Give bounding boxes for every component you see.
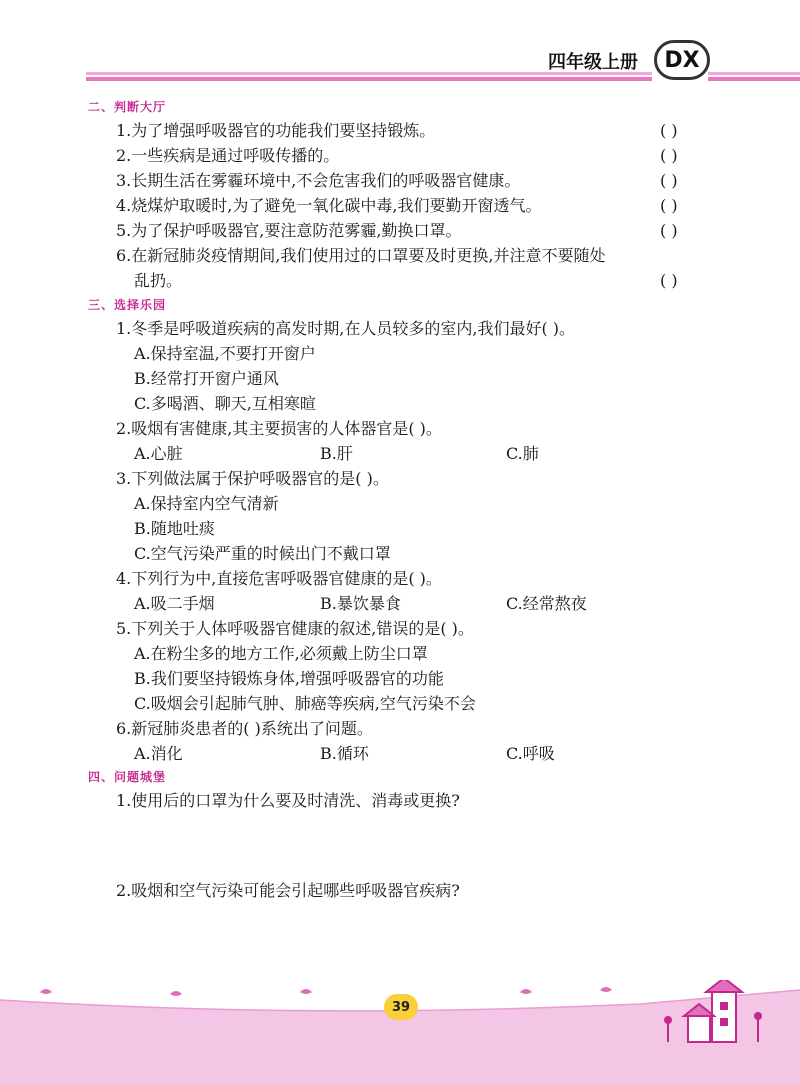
choice-option: C.空气污染严重的时候出门不戴口罩 xyxy=(134,544,391,563)
header-band-right xyxy=(708,72,800,81)
choice-option: B.随地吐痰 xyxy=(134,519,215,538)
grade-label: 四年级上册 xyxy=(548,52,638,73)
choice-q2: 2.吸烟有害健康,其主要损害的人体器官是( )。 xyxy=(116,419,442,438)
edition-badge: DX xyxy=(654,40,710,80)
judge-item-3: 3.长期生活在雾霾环境中,不会危害我们的呼吸器官健康。 xyxy=(116,171,521,190)
choice-option: A.消化 xyxy=(134,744,183,763)
choice-q5: 5.下列关于人体呼吸器官健康的叙述,错误的是( )。 xyxy=(116,619,474,638)
choice-option: B.暴饮暴食 xyxy=(320,594,401,613)
choice-option: B.循环 xyxy=(320,744,369,763)
choice-option: A.在粉尘多的地方工作,必须戴上防尘口罩 xyxy=(134,644,428,663)
choice-option: A.吸二手烟 xyxy=(134,594,215,613)
answer-blank[interactable]: ( ) xyxy=(660,171,678,190)
choice-option: C.呼吸 xyxy=(506,744,555,763)
judge-item-2: 2.一些疾病是通过呼吸传播的。 xyxy=(116,146,340,165)
choice-option: B.经常打开窗户通风 xyxy=(134,369,279,388)
choice-option: C.经常熬夜 xyxy=(506,594,587,613)
section-title-choice: 三、选择乐园 xyxy=(88,298,167,312)
choice-q4: 4.下列行为中,直接危害呼吸器官健康的是( )。 xyxy=(116,569,442,588)
question-2: 2.吸烟和空气污染可能会引起哪些呼吸器官疾病? xyxy=(116,881,460,900)
page-number: 39 xyxy=(384,994,418,1020)
choice-option: A.保持室内空气清新 xyxy=(134,494,279,513)
judge-item-1: 1.为了增强呼吸器官的功能我们要坚持锻炼。 xyxy=(116,121,436,140)
choice-option: C.吸烟会引起肺气肿、肺癌等疾病,空气污染不会 xyxy=(134,694,476,713)
choice-option: A.心脏 xyxy=(134,444,183,463)
choice-q6: 6.新冠肺炎患者的( )系统出了问题。 xyxy=(116,719,373,738)
section-title-questions: 四、问题城堡 xyxy=(88,770,167,784)
section-title-judge: 二、判断大厅 xyxy=(88,100,167,114)
answer-blank[interactable]: ( ) xyxy=(660,146,678,165)
answer-blank[interactable]: ( ) xyxy=(660,196,678,215)
choice-option: C.肺 xyxy=(506,444,539,463)
judge-item-4: 4.烧煤炉取暖时,为了避免一氧化碳中毒,我们要勤开窗透气。 xyxy=(116,196,542,215)
judge-item-5: 5.为了保护呼吸器官,要注意防范雾霾,勤换口罩。 xyxy=(116,221,462,240)
answer-blank[interactable]: ( ) xyxy=(660,221,678,240)
answer-blank[interactable]: ( ) xyxy=(660,271,678,290)
choice-option: A.保持室温,不要打开窗户 xyxy=(134,344,316,363)
judge-item-6-cont: 乱扔。 xyxy=(134,271,183,290)
question-1: 1.使用后的口罩为什么要及时清洗、消毒或更换? xyxy=(116,791,460,810)
choice-option: C.多喝酒、聊天,互相寒暄 xyxy=(134,394,316,413)
choice-option: B.肝 xyxy=(320,444,353,463)
choice-q1: 1.冬季是呼吸道疾病的高发时期,在人员较多的室内,我们最好( )。 xyxy=(116,319,576,338)
choice-option: B.我们要坚持锻炼身体,增强呼吸器官的功能 xyxy=(134,669,444,688)
answer-blank[interactable]: ( ) xyxy=(660,121,678,140)
judge-item-6: 6.在新冠肺炎疫情期间,我们使用过的口罩要及时更换,并注意不要随处 xyxy=(116,246,606,265)
choice-q3: 3.下列做法属于保护呼吸器官的是( )。 xyxy=(116,469,389,488)
